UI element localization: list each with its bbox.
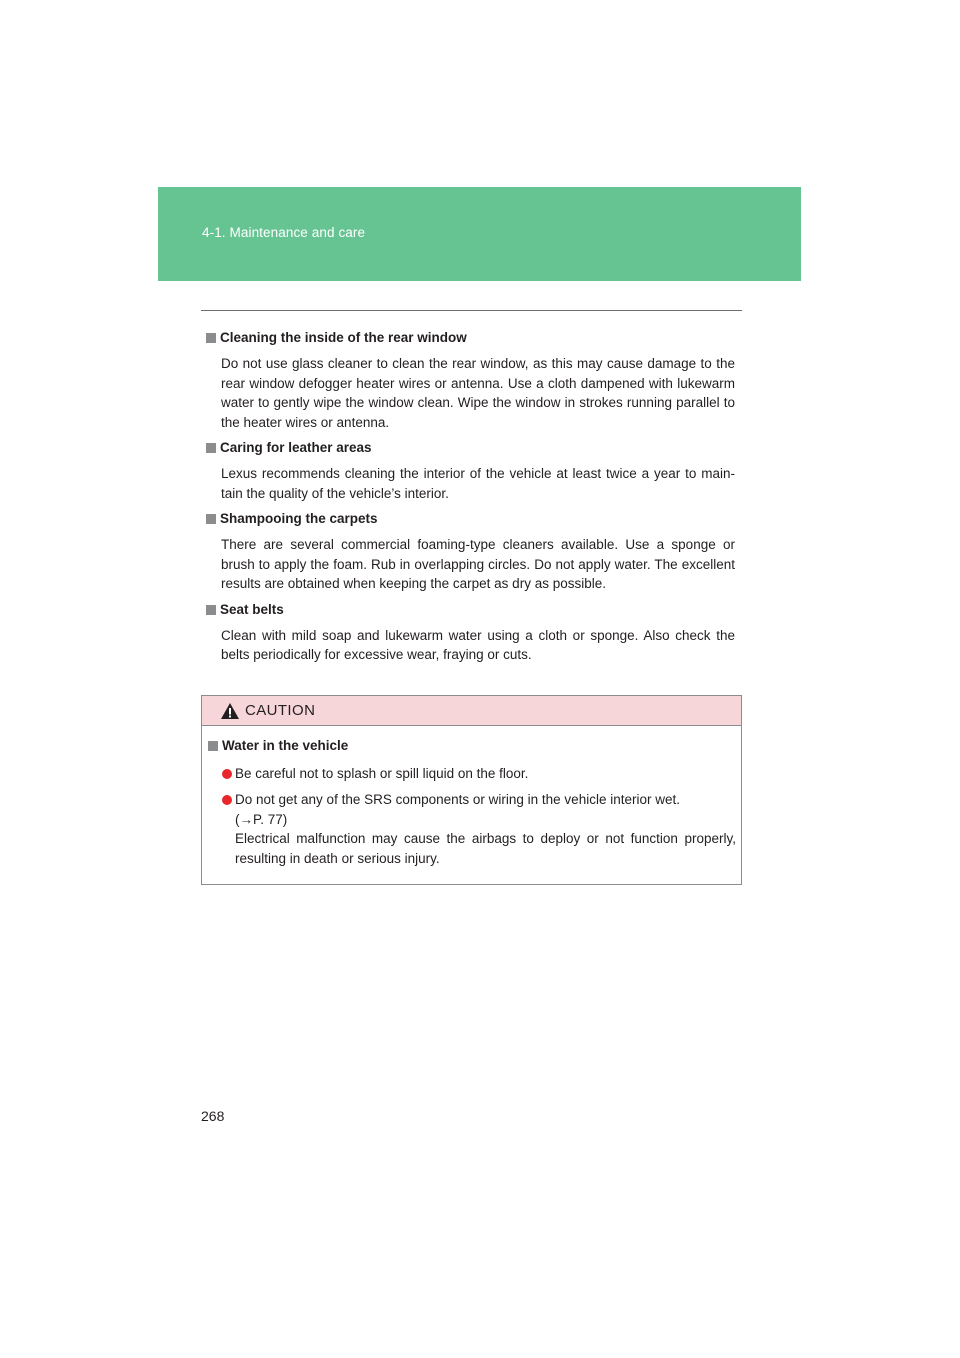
caution-bullet <box>222 764 736 784</box>
topic-title: Seat belts <box>220 601 284 617</box>
caution-title <box>208 738 348 753</box>
square-bullet-icon <box>208 741 218 751</box>
bullet-text: Do not get any of the SRS components or wiring in the vehicle interior wet. <box>235 792 680 807</box>
square-bullet-icon <box>206 443 216 453</box>
section-title: 4-1. Maintenance and care <box>202 225 366 240</box>
topic-rear-window <box>201 328 742 432</box>
topic-leather <box>201 438 742 503</box>
topic-title: Cleaning the inside of the rear window <box>220 330 467 345</box>
topic-body: Do not use glass cleaner to clean the rear window, as this may cause damage to the rear window defogger heater wires or antenna. Use a cloth dampened with lukewarm water to gently wipe the window clean. Wipe the window in strokes running parallel to the heater wires or antenna. <box>221 356 735 430</box>
topic-body: There are several commercial foaming-type cleaners available. Use a sponge or brush to apply the foam. Rub in overlapping circles. Do not apply water. The excellent results are obtained when keeping the carpet as dry as possible. <box>221 537 735 591</box>
topic-body: Lexus recommends cleaning the interior of the vehicle at least twice a year to maintain the quality of the vehicle’s interior. <box>221 466 735 501</box>
page-number: 268 <box>201 1108 225 1124</box>
topic-body: Clean with mild soap and lukewarm water using a cloth or sponge. Also check the belts periodically for excessive wear, fraying or cuts. <box>221 627 735 662</box>
caution-box <box>201 695 742 885</box>
bullet-text: Electrical malfunction may cause the airbags to deploy or not function properly, resulting in death or serious injury. <box>235 831 736 866</box>
section-header-band <box>158 187 801 281</box>
caution-bullet <box>222 790 736 868</box>
square-bullet-icon <box>206 605 216 615</box>
divider-rule <box>201 310 742 311</box>
warning-triangle-icon <box>220 702 240 720</box>
square-bullet-icon <box>206 514 216 524</box>
topic-carpets <box>201 509 742 594</box>
round-bullet-icon <box>222 769 232 779</box>
topic-title: Shampooing the carpets <box>220 511 378 526</box>
topic-seat-belts <box>201 600 742 665</box>
round-bullet-icon <box>222 795 232 805</box>
bullet-text: Be careful not to splash or spill liquid on the floor. <box>235 766 529 781</box>
caution-title-text: Water in the vehicle <box>222 738 349 753</box>
caution-label: CAUTION <box>245 702 316 719</box>
main-content <box>201 328 742 671</box>
square-bullet-icon <box>206 333 216 343</box>
topic-title: Caring for leather areas <box>220 440 372 455</box>
page-reference-link[interactable]: (→P. 77) <box>235 811 288 827</box>
caution-header <box>202 696 741 726</box>
